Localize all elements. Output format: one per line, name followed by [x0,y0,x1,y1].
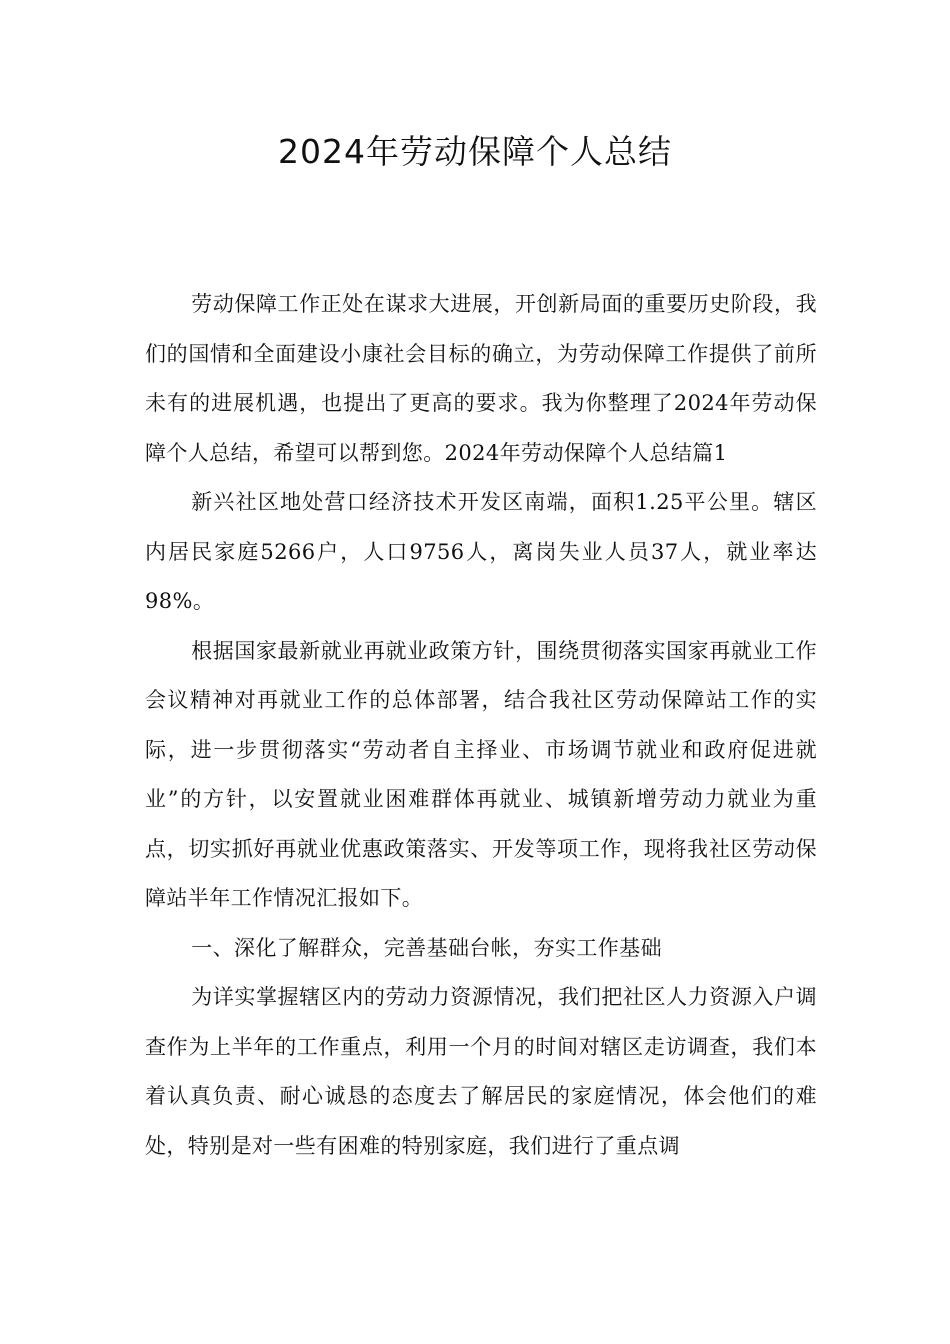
section-heading-1: 一、深化了解群众，完善基础台帐，夯实工作基础 [191,935,662,960]
paragraph-survey: 为详实掌握辖区内的劳动力资源情况，我们把社区人力资源入户调查作为上半年的工作重点，利用一个月的时间对辖区走访调查，我们本着认真负责、耐心诚恳的态度去了解居民的家庭情况，体会他们的难处，特别是对一些有困难的特别家庭，我们进行了重点调 [145,985,817,1158]
document-body [145,280,817,1171]
document-title: 2024年劳动保障个人总结 [278,132,672,171]
paragraph-community-overview: 新兴社区地处营口经济技术开发区南端，面积1.25平公里。辖区内居民家庭5266户，人口9756人，离岗失业人员37人，就业率达98%。 [145,490,817,613]
paragraph-policy: 根据国家最新就业再就业政策方针，围绕贯彻落实国家再就业工作会议精神对再就业工作的总体部署，结合我社区劳动保障站工作的实际，进一步贯彻落实“劳动者自主择业、市场调节就业和政府促进就业”的方针，以安置就业困难群体再就业、城镇新增劳动力就业为重点，切实抓好再就业优惠政策落实、开发等项工作，现将我社区劳动保障站半年工作情况汇报如下。 [145,638,817,910]
paragraph-intro: 劳动保障工作正处在谋求大进展，开创新局面的重要历史阶段，我们的国情和全面建设小康社会目标的确立，为劳动保障工作提供了前所未有的进展机遇，也提出了更高的要求。我为你整理了2024年劳动保障个人总结，希望可以帮到您。2024年劳动保障个人总结篇1 [145,292,817,465]
